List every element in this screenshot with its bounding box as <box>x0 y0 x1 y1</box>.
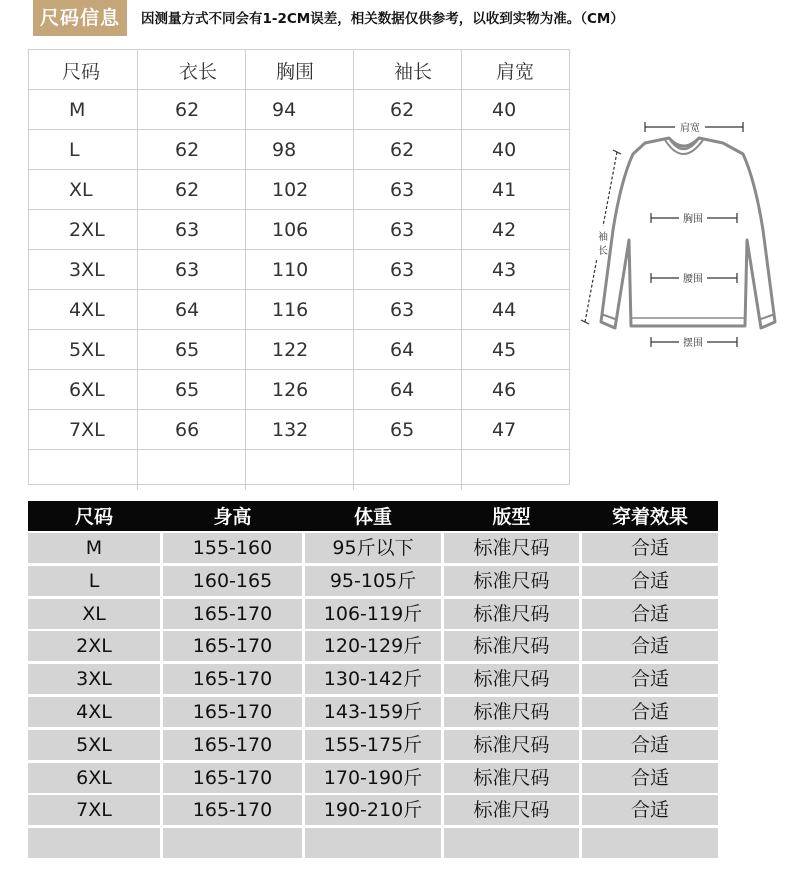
measurement-cell: 94 <box>272 99 297 121</box>
measurement-cell: 64 <box>390 379 415 401</box>
recommendation-cell: 165-170 <box>163 795 302 825</box>
header <box>0 0 790 36</box>
recommendation-cell: 165-170 <box>163 664 302 694</box>
table-row <box>28 664 718 694</box>
size-cell: 4XL <box>28 697 160 727</box>
measurement-cell: 102 <box>272 179 309 201</box>
measurement-cell: 65 <box>390 419 415 441</box>
recommendation-cell: 标准尺码 <box>444 795 579 825</box>
recommendation-cell: 190-210斤 <box>305 795 441 825</box>
measurement-note: 因测量方式不同会有1-2CM误差，相关数据仅供参考，以收到实物为准。（CM） <box>141 11 624 27</box>
measurement-cell: 116 <box>272 299 309 321</box>
table-row <box>28 631 718 661</box>
measurement-cell: 42 <box>492 219 517 241</box>
recommendation-cell: 合适 <box>582 763 718 793</box>
size-cell: 6XL <box>69 379 105 401</box>
size-cell <box>28 828 160 858</box>
measurement-cell: 64 <box>390 339 415 361</box>
shoulder-label: 肩宽 <box>680 123 700 134</box>
size-cell: 6XL <box>28 763 160 793</box>
table-row <box>28 795 718 825</box>
recommendation-cell: 143-159斤 <box>305 697 441 727</box>
measurement-cell: 106 <box>272 219 309 241</box>
measurement-cell: 46 <box>492 379 517 401</box>
table-row <box>29 250 569 290</box>
table-row <box>29 130 569 170</box>
table-row <box>28 763 718 793</box>
table-row <box>28 828 718 858</box>
recommendation-cell: 165-170 <box>163 730 302 760</box>
size-cell: 7XL <box>69 419 105 441</box>
measurement-header-row <box>29 52 569 92</box>
measurement-cell: 62 <box>175 139 200 161</box>
recommendation-cell: 合适 <box>582 730 718 760</box>
measurement-cell: 63 <box>390 259 415 281</box>
recommendation-cell: 165-170 <box>163 697 302 727</box>
table-row <box>29 370 569 410</box>
column-header: 袖长 <box>394 61 433 83</box>
recommendation-cell: 标准尺码 <box>444 730 579 760</box>
recommendation-cell <box>163 828 302 858</box>
size-cell: 2XL <box>69 219 105 241</box>
hem-label: 摆围 <box>683 338 703 349</box>
recommendation-cell: 130-142斤 <box>305 664 441 694</box>
recommendation-cell: 合适 <box>582 533 718 563</box>
recommendation-cell: 合适 <box>582 566 718 596</box>
recommendation-cell: 170-190斤 <box>305 763 441 793</box>
recommendation-cell: 标准尺码 <box>444 631 579 661</box>
table-row <box>28 533 718 563</box>
measurement-cell: 132 <box>272 419 309 441</box>
recommendation-cell <box>305 828 441 858</box>
column-header: 尺码 <box>62 61 101 83</box>
column-header: 版型 <box>492 506 531 528</box>
size-cell: 3XL <box>69 259 105 281</box>
measurement-cell: 62 <box>175 179 200 201</box>
sleeve-label-bottom: 长 <box>598 246 608 257</box>
column-header: 肩宽 <box>496 61 535 83</box>
size-info-badge: 尺码信息 <box>33 0 127 36</box>
measurement-cell: 62 <box>390 99 415 121</box>
recommendation-cell: 155-175斤 <box>305 730 441 760</box>
measurement-cell: 63 <box>175 259 200 281</box>
measurement-cell: 47 <box>492 419 517 441</box>
chest-label: 胸围 <box>683 214 703 225</box>
table-row <box>29 410 569 450</box>
measurement-cell: 40 <box>492 99 517 121</box>
recommendation-cell: 标准尺码 <box>444 566 579 596</box>
column-header: 身高 <box>213 506 252 528</box>
measurement-cell: 45 <box>492 339 517 361</box>
size-cell: XL <box>28 599 160 629</box>
recommendation-cell: 120-129斤 <box>305 631 441 661</box>
table-row <box>28 697 718 727</box>
size-cell: XL <box>69 179 93 201</box>
recommendation-cell: 165-170 <box>163 763 302 793</box>
recommendation-cell: 95-105斤 <box>305 566 441 596</box>
size-cell: 5XL <box>28 730 160 760</box>
measurement-cell: 65 <box>175 379 200 401</box>
column-header: 穿着效果 <box>611 506 688 528</box>
table-row <box>29 330 569 370</box>
recommendation-cell: 165-170 <box>163 599 302 629</box>
size-cell: 7XL <box>28 795 160 825</box>
recommendation-cell: 标准尺码 <box>444 599 579 629</box>
table-row <box>28 599 718 629</box>
size-cell: M <box>28 533 160 563</box>
table-row <box>29 210 569 250</box>
measurement-cell: 65 <box>175 339 200 361</box>
recommendation-cell: 标准尺码 <box>444 533 579 563</box>
measurement-cell: 41 <box>492 179 517 201</box>
measurement-cell: 40 <box>492 139 517 161</box>
recommendation-cell: 合适 <box>582 631 718 661</box>
table-row <box>29 290 569 330</box>
recommendation-cell: 标准尺码 <box>444 763 579 793</box>
measurement-cell: 63 <box>390 299 415 321</box>
column-header: 胸围 <box>276 61 315 83</box>
sleeve-label-top: 袖 <box>598 232 608 243</box>
measurement-table <box>28 49 570 485</box>
recommendation-cell: 155-160 <box>163 533 302 563</box>
measurement-cell: 63 <box>175 219 200 241</box>
measurement-cell: 63 <box>390 179 415 201</box>
shirt-outline-icon <box>577 110 790 360</box>
recommendation-cell: 165-170 <box>163 631 302 661</box>
recommendation-cell: 合适 <box>582 664 718 694</box>
recommendation-cell <box>444 828 579 858</box>
size-cell: 2XL <box>28 631 160 661</box>
measurement-cell: 44 <box>492 299 517 321</box>
recommendation-cell <box>582 828 718 858</box>
table-row <box>29 90 569 130</box>
column-header: 尺码 <box>74 506 113 528</box>
size-cell: L <box>28 566 160 596</box>
recommendation-cell: 合适 <box>582 795 718 825</box>
recommendation-cell: 合适 <box>582 697 718 727</box>
measurement-cell: 43 <box>492 259 517 281</box>
measurement-cell: 63 <box>390 219 415 241</box>
size-cell: 4XL <box>69 299 105 321</box>
measurement-cell: 98 <box>272 139 297 161</box>
measurement-cell: 110 <box>272 259 309 281</box>
recommendation-cell: 106-119斤 <box>305 599 441 629</box>
table-row <box>28 730 718 760</box>
measurement-cell: 62 <box>175 99 200 121</box>
table-row <box>28 566 718 596</box>
table-row <box>29 170 569 210</box>
recommendation-cell: 95斤以下 <box>305 533 441 563</box>
measurement-cell: 62 <box>390 139 415 161</box>
waist-label: 腰围 <box>683 274 703 285</box>
recommendation-header-row <box>28 501 718 531</box>
measurement-cell: 64 <box>175 299 200 321</box>
measurement-cell: 122 <box>272 339 309 361</box>
recommendation-cell: 标准尺码 <box>444 697 579 727</box>
shirt-diagram <box>577 110 790 360</box>
column-header: 衣长 <box>179 61 218 83</box>
size-cell: L <box>69 139 80 161</box>
measurement-cell: 66 <box>175 419 200 441</box>
size-cell: 5XL <box>69 339 105 361</box>
recommendation-cell: 标准尺码 <box>444 664 579 694</box>
measurement-cell: 126 <box>272 379 309 401</box>
size-cell: 3XL <box>28 664 160 694</box>
recommendation-cell: 合适 <box>582 599 718 629</box>
recommendation-cell: 160-165 <box>163 566 302 596</box>
column-header: 体重 <box>353 506 392 528</box>
size-cell: M <box>69 99 86 121</box>
